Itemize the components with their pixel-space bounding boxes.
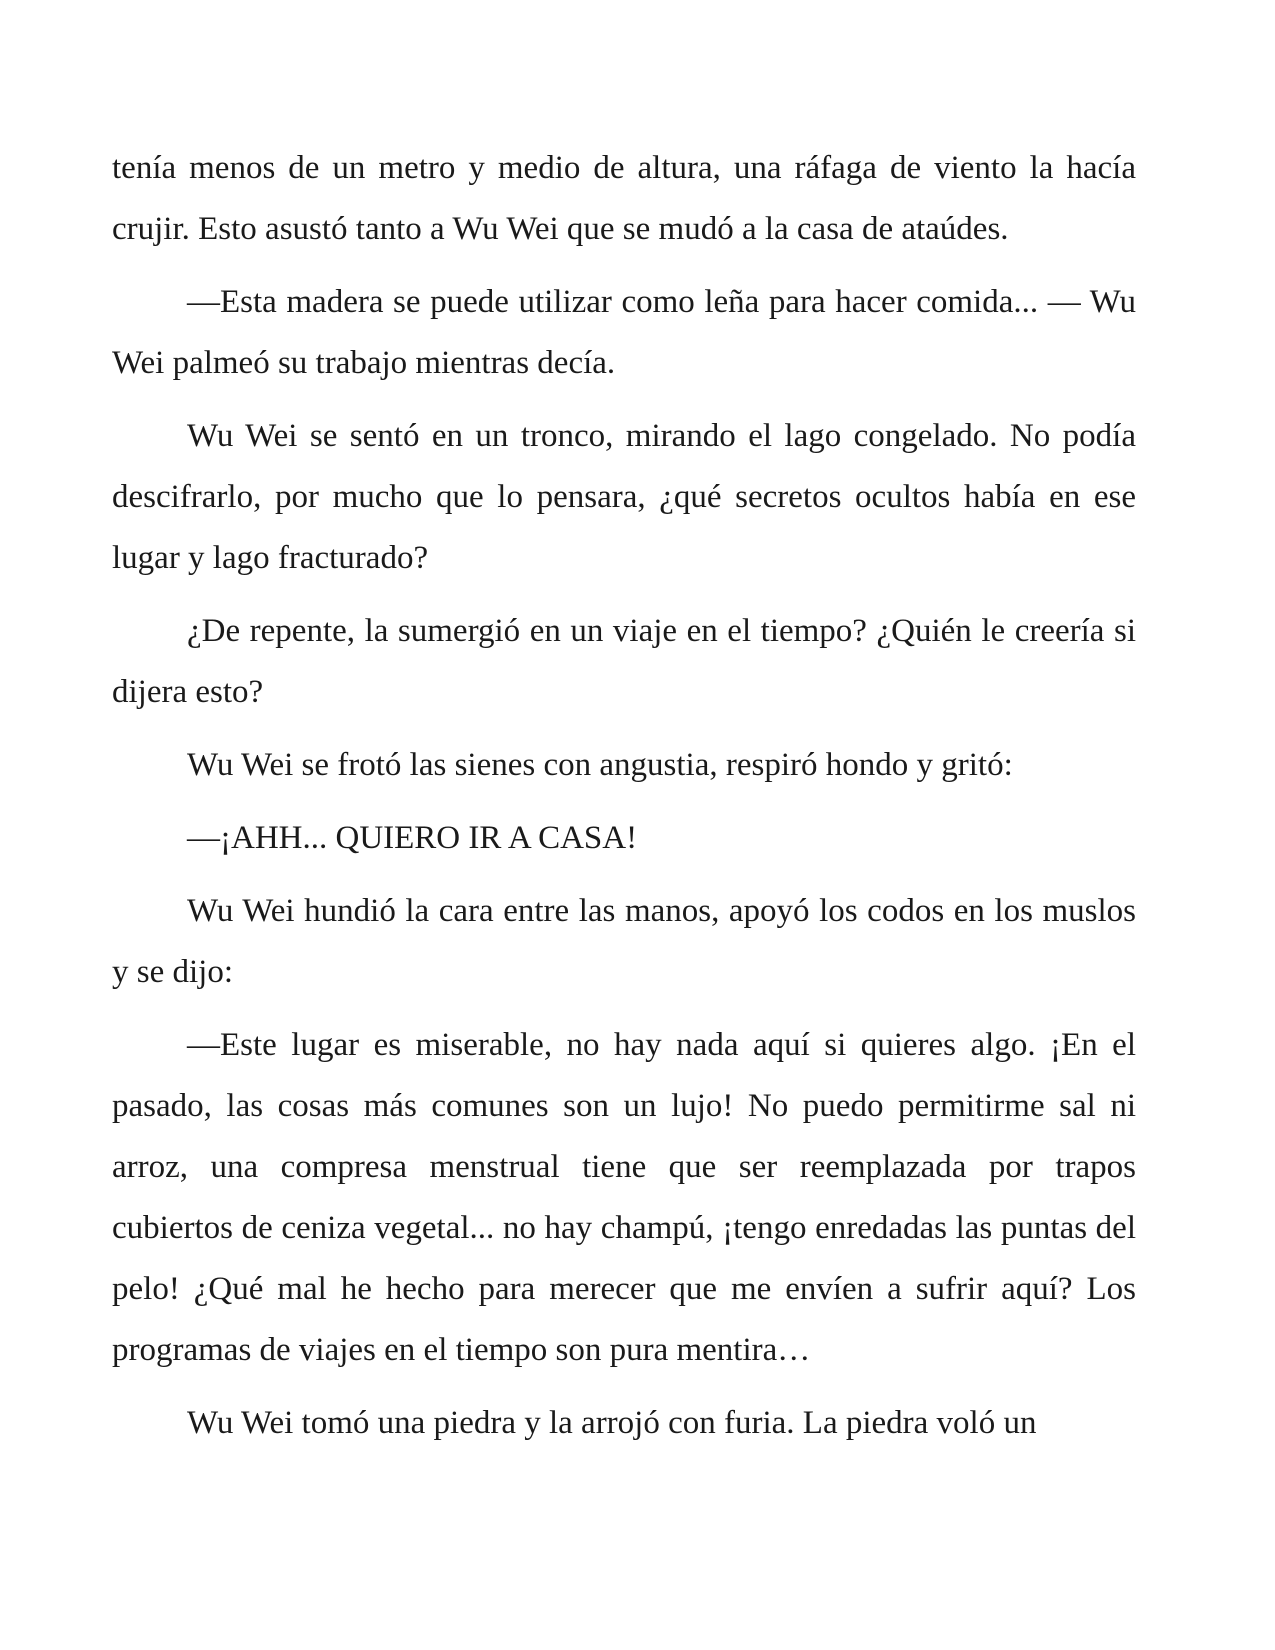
paragraph: Wu Wei se sentó en un tronco, mirando el lago congelado. No podía descifrarlo, por mucho que lo pensara, ¿qué secretos ocultos había en ese lugar y lago fracturado? — [112, 418, 1136, 576]
paragraph: ¿De repente, la sumergió en un viaje en el tiempo? ¿Quién le creería si dijera esto? — [112, 613, 1136, 710]
paragraph: Wu Wei hundió la cara entre las manos, apoyó los codos en los muslos y se dijo: — [112, 893, 1136, 990]
paragraph: —¡AHH... QUIERO IR A CASA! — [187, 820, 638, 856]
paragraph: Wu Wei tomó una piedra y la arrojó con furia. La piedra voló un — [187, 1405, 1037, 1441]
body-text — [112, 138, 1136, 1466]
paragraph: —Este lugar es miserable, no hay nada aquí si quieres algo. ¡En el pasado, las cosas más comunes son un lujo! No puedo permitirme sal ni arroz, una compresa menstrual tiene que ser reemplazada por trapos cubiertos de ceniza vegetal... no hay champú, ¡tengo enredadas las puntas del pelo! ¿Qué mal he hecho para merecer que me envíen a sufrir aquí? Los programas de viajes en el tiempo son pura mentira… — [112, 1027, 1136, 1368]
paragraph: Wu Wei se frotó las sienes con angustia, respiró hondo y gritó: — [187, 747, 1013, 783]
paragraph: —Esta madera se puede utilizar como leña para hacer comida... — Wu Wei palmeó su trabajo mientras decía. — [112, 284, 1136, 381]
paragraph: tenía menos de un metro y medio de altura, una ráfaga de viento la hacía crujir. Esto asustó tanto a Wu Wei que se mudó a la casa de ataúdes. — [112, 150, 1136, 247]
